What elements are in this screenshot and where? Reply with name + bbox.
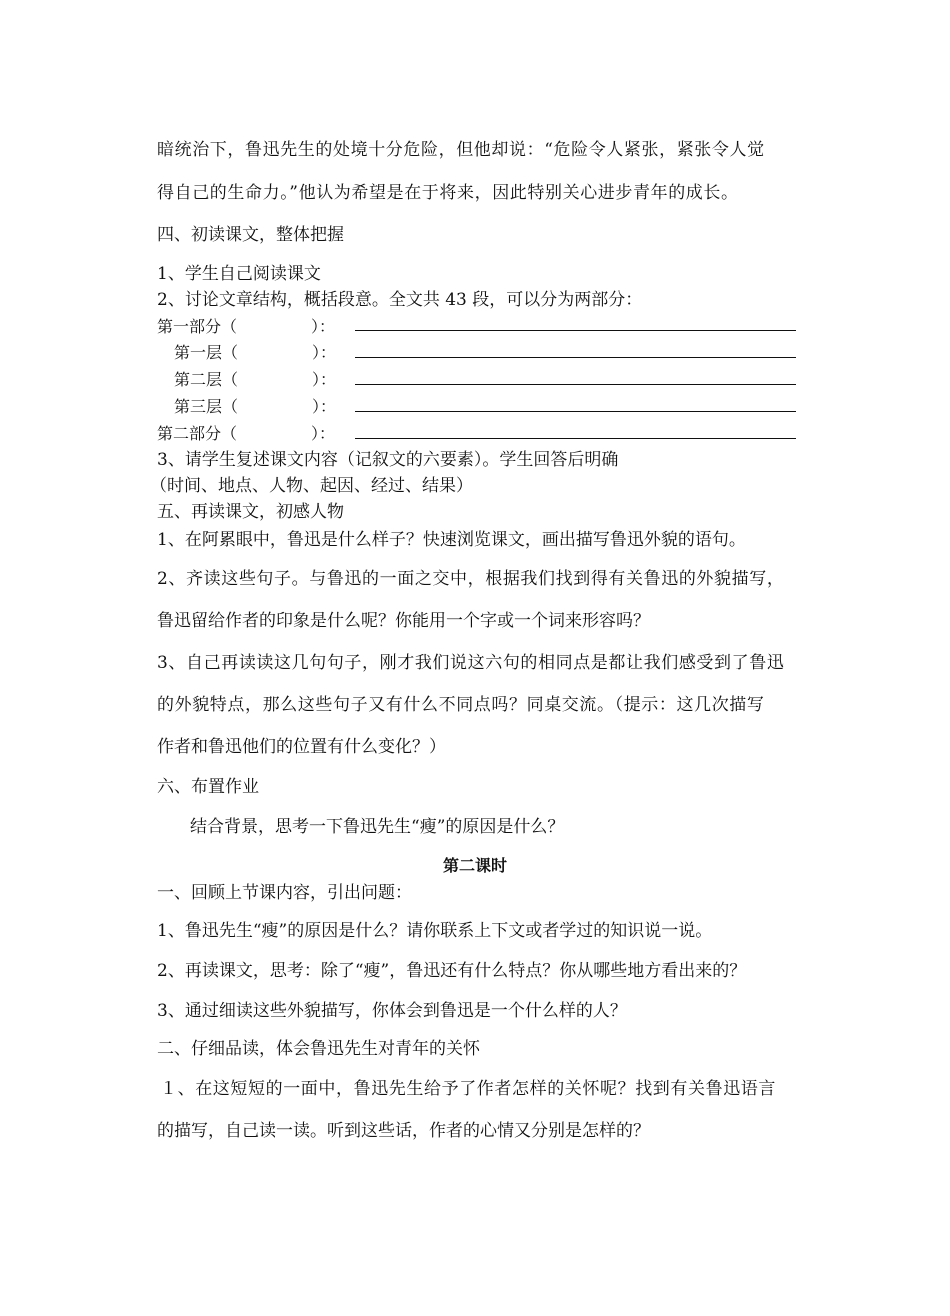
paragraph-line: 的描写，自己读一读。听到这些话，作者的心情又分别是怎样的？ — [157, 1121, 650, 1141]
row-close: ）： — [312, 397, 337, 416]
list-item: 3、请学生复述课文内容（记叙文的六要素）。学生回答后明确 — [157, 450, 619, 470]
list-item: 3、通过细读这些外貌描写，你体会到鲁迅是一个什么样的人？ — [157, 1001, 627, 1021]
paragraph-line: 的外貌特点，那么这些句子又有什么不同点吗？同桌交流。（提示：这几次描写 — [157, 695, 765, 715]
structure-row-layer-one — [174, 342, 336, 364]
section-heading-two: 二、仔细品读，体会鲁迅先生对青年的关怀 — [157, 1039, 480, 1059]
paragraph-line: 作者和鲁迅他们的位置有什么变化？） — [157, 737, 446, 757]
answer-line — [355, 411, 796, 412]
answer-line — [355, 438, 796, 439]
section-heading-four: 四、初读课文，整体把握 — [157, 225, 344, 245]
list-item: 2、再读课文，思考：除了“瘦”，鲁迅还有什么特点？你从哪些地方看出来的？ — [157, 961, 747, 981]
structure-row-part-one — [157, 316, 335, 338]
row-close: ）： — [311, 424, 336, 443]
list-item: 3、自己再读读这几句句子，刚才我们说这六句的相同点是都让我们感受到了鲁迅 — [157, 653, 785, 673]
answer-line — [355, 330, 796, 331]
section-title: 第二课时 — [442, 856, 507, 875]
answer-line — [355, 357, 796, 358]
list-item: 1、学生自己阅读课文 — [157, 264, 321, 284]
section-heading-one: 一、回顾上节课内容，引出问题： — [157, 883, 412, 903]
structure-row-layer-two — [174, 369, 336, 391]
list-item: 2、齐读这些句子。与鲁迅的一面之交中，根据我们找到得有关鲁迅的外貌描写， — [157, 569, 785, 589]
paragraph-line: 鲁迅留给作者的印象是什么呢？你能用一个字或一个词来形容吗？ — [157, 611, 650, 631]
row-label: 第一部分（ — [157, 317, 238, 336]
row-label: 第二部分（ — [157, 424, 238, 443]
paragraph-line: 暗统治下，鲁迅先生的处境十分危险，但他却说：“危险令人紧张，紧张令人觉 — [157, 140, 765, 160]
row-label: 第二层（ — [174, 370, 239, 389]
list-item: 1、在阿累眼中，鲁迅是什么样子？快速浏览课文，画出描写鲁迅外貌的语句。 — [157, 530, 746, 550]
row-close: ）： — [312, 343, 337, 362]
answer-line — [355, 384, 796, 385]
section-heading-five: 五、再读课文，初感人物 — [157, 502, 344, 522]
list-item: （时间、地点、人物、起因、经过、结果） — [150, 476, 473, 496]
paragraph-line: 得自己的生命力。”他认为希望是在于将来，因此特别关心进步青年的成长。 — [157, 183, 739, 203]
homework-text: 结合背景，思考一下鲁迅先生“瘦”的原因是什么？ — [190, 817, 565, 837]
structure-row-layer-three — [174, 396, 336, 418]
list-item: １、在这短短的一面中，鲁迅先生给予了作者怎样的关怀呢？找到有关鲁迅语言 — [160, 1079, 776, 1099]
row-label: 第三层（ — [174, 397, 239, 416]
structure-row-part-two — [157, 423, 335, 445]
row-label: 第一层（ — [174, 343, 239, 362]
list-item: 1、鲁迅先生“瘦”的原因是什么？请你联系上下文或者学过的知识说一说。 — [157, 921, 713, 941]
row-close: ）： — [311, 317, 336, 336]
section-heading-six: 六、布置作业 — [157, 777, 259, 797]
row-close: ）： — [312, 370, 337, 389]
list-item: 2、讨论文章结构，概括段意。全文共 43 段，可以分为两部分： — [157, 290, 643, 310]
